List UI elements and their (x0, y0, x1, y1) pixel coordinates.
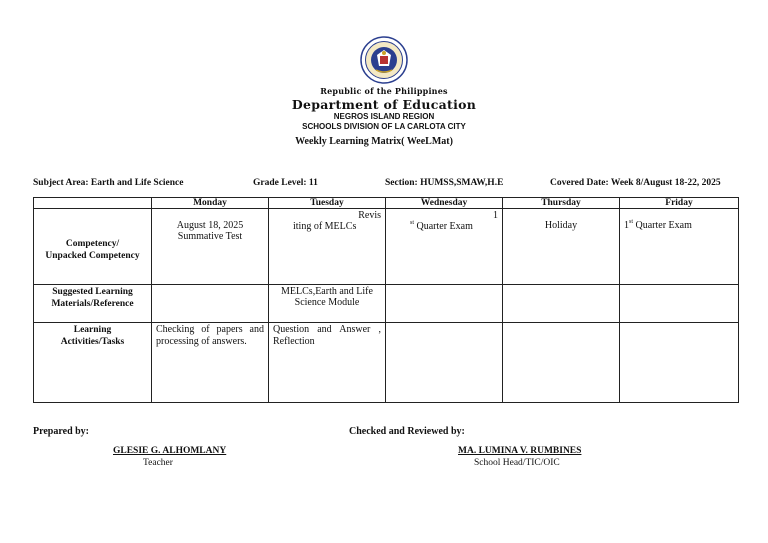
activities-wednesday (386, 323, 503, 403)
competency-friday: 1st Quarter Exam (620, 209, 739, 285)
materials-friday (620, 285, 739, 323)
section: Section: HUMSS,SMAW,H.E (385, 178, 504, 188)
prepared-by-label: Prepared by: (33, 426, 90, 437)
checked-by-name: MA. LUMINA V. RUMBINES (458, 446, 582, 456)
materials-label: Suggested Learning Materials/Reference (34, 285, 152, 323)
competency-label: Competency/ Unpacked Competency (34, 209, 152, 285)
covered-date: Covered Date: Week 8/August 18-22, 2025 (550, 178, 721, 188)
activities-label: Learning Activities/Tasks (34, 323, 152, 403)
document-title: Weekly Learning Matrix( WeeLMat) (295, 136, 453, 147)
republic-line: Republic of the Philippines (320, 86, 448, 96)
day-header-friday: Friday (620, 198, 739, 209)
subject-area: Subject Area: Earth and Life Science (33, 178, 184, 188)
corner-cell (34, 198, 152, 209)
competency-tuesday: Revis iting of MELCs (269, 209, 386, 285)
weekly-matrix-table (33, 197, 739, 403)
division-line: SCHOOLS DIVISION OF LA CARLOTA CITY (302, 122, 466, 131)
grade-level: Grade Level: 11 (253, 178, 318, 188)
activities-tuesday: Question and Answer , Reflection (269, 323, 386, 403)
materials-tuesday: MELCs,Earth and Life Science Module (269, 285, 386, 323)
header-row (34, 198, 739, 209)
department-line: Department of Education (291, 97, 477, 112)
table-row (34, 323, 739, 403)
checked-by-role: School Head/TIC/OIC (474, 458, 560, 468)
table-row (34, 285, 739, 323)
deped-seal-icon (360, 36, 408, 84)
activities-monday: Checking of papers and processing of answers. (152, 323, 269, 403)
letterhead (0, 36, 768, 132)
prepared-by-role: Teacher (143, 458, 173, 468)
competency-monday: August 18, 2025 Summative Test (152, 209, 269, 285)
table-row (34, 209, 739, 285)
materials-monday (152, 285, 269, 323)
competency-thursday: Holiday (503, 209, 620, 285)
materials-thursday (503, 285, 620, 323)
activities-friday (620, 323, 739, 403)
prepared-by-name: GLESIE G. ALHOMLANY (113, 446, 227, 456)
checked-by-label: Checked and Reviewed by: (349, 426, 465, 437)
day-header-tuesday: Tuesday (269, 198, 386, 209)
day-header-wednesday: Wednesday (386, 198, 503, 209)
day-header-monday: Monday (152, 198, 269, 209)
day-header-thursday: Thursday (503, 198, 620, 209)
materials-wednesday (386, 285, 503, 323)
region-line: NEGROS ISLAND REGION (333, 112, 435, 121)
competency-wednesday: 1 $^{st}$ Quarter Exam (386, 209, 503, 285)
activities-thursday (503, 323, 620, 403)
